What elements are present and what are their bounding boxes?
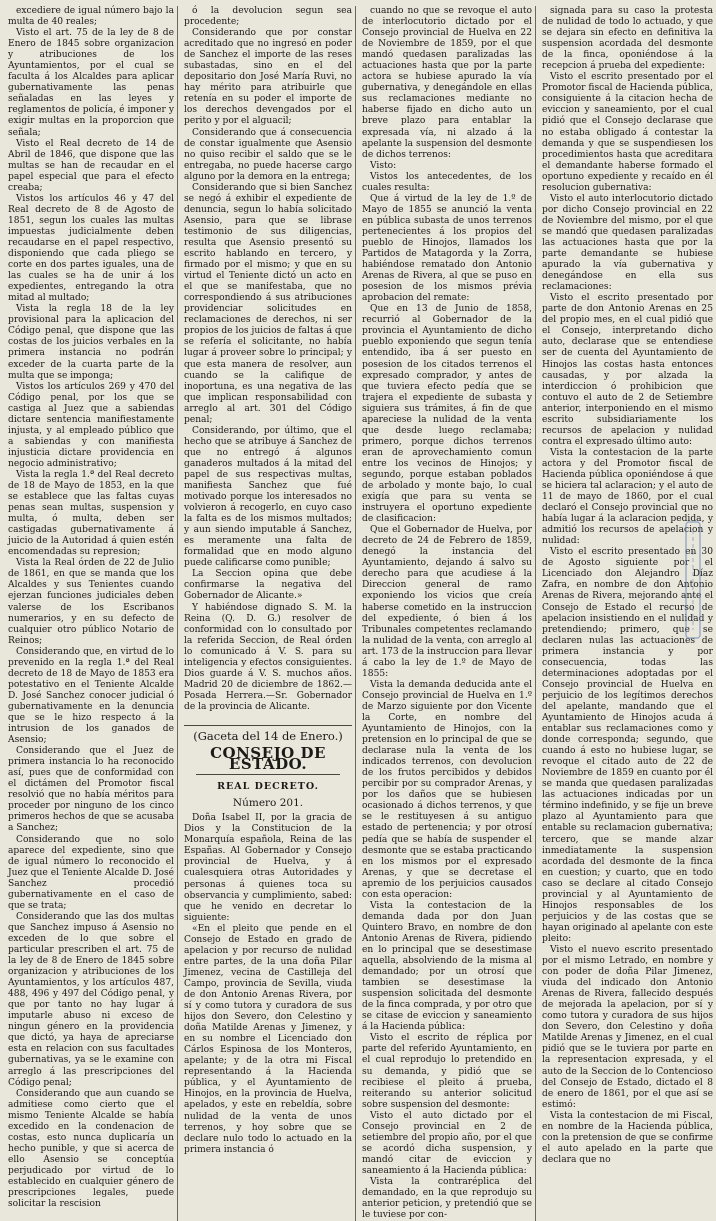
paragraph: Vista la Real órden de 22 de Julio de 1861, en que se manda que los Alcaldes y sus Tenientes cuando ejerzan funciones judiciales deben valerse de los Escribanos numerarios, y en su defecto de cualquier otro público Notario de Reinos; [8, 558, 174, 646]
column-1 [8, 6, 178, 1221]
paragraph: Visto el escrito presentado por el Promotor fiscal de Hacienda pública, consiguiente á la citacion hecha de eviccion y saneamiento, por el cual pidió que el Consejo declarase que no estaba obligado á contestar la demanda y que se suspendiesen los procedimientos hasta que acreditara el demandante haberse formado el oportuno expediente y recaído en él resolucion gubernativa: [542, 72, 713, 193]
paragraph: Considerando que el Juez de primera instancia lo ha reconocido así, pues que de conformidad con el dictámen del Promotor fiscal resolvió que no había méritos para proceder por ninguno de los cinco primeros hechos de que se acusaba a Sanchez; [8, 746, 174, 834]
paragraph: excediere de igual número bajo la multa de 40 reales; [8, 6, 174, 28]
paragraph: Vista la regla 18 de la ley provisional para la aplicacion del Código penal, que dispone que las costas de los juicios verbales en la primera instancia no podrán exceder de la cuarta parte de la multa que se imponga; [8, 304, 174, 381]
gazette-date: (Gaceta del 14 de Enero.) [184, 725, 352, 742]
column-2 [184, 6, 356, 1221]
paragraph: Vista la demanda deducida ante el Consejo provincial de Huelva en 1.º de Marzo siguiente por don Vicente la Corte, en nombre del Ayuntamiento de Hinojos, con la pretension en lo principal de que se declarase nula la venta de los indicados terrenos, con devolucion de los frutos percibidos y debidos percibir por su comprador Arenas, y por los daños que se hubiesen ocasionado á dichos terrenos, y que se le restituyesen á su antiguo estado de pertenencia; y por otrosí pedía que se había de suspender el desmonte que se estaba practicando en los mismos por el expresado Arenas, y que se decretase el apremio de los perjuicios causados con esta operacion: [362, 679, 532, 900]
paragraph: Visto el art. 75 de la ley de 8 de Enero de 1845 sobre organizacion y atribuciones de los Ayuntamientos, por el cual se faculta á los Alcaldes para aplicar gubernativamente las penas señaladas en las leyes y reglamentos de policía, é imponer y exigir multas en la proporcion que señala; [8, 28, 174, 138]
paragraph: Doña Isabel II, por la gracia de Dios y la Constitucion de la Monarquía española, Reina de las Españas. Al Gobernador y Consejo provincial de Huelva, y á cualesquiera otras Autoridades y personas á quienes toca su observancia y cumplimiento, sabed: que he venido en decretar lo siguiente: [184, 813, 352, 923]
paragraph: «En el pleito que pende en el Consejo de Estado en grado de apelacion y por recurso de nulidad entre partes, de la una doña Pilar Jimenez, vecina de Castilleja del Campo, provincia de Sevilla, viuda de don Antonio Arenas Rivera, por sí y como tutora y curadora de sus hijos don Severo, don Celestino y doña Matilde Arenas y Jimenez, y en su nombre el Licenciado don Cárlos Espinosa de los Monteros, apelante; y de la otra mi Fiscal representando á la Hacienda pública, y el Ayuntamiento de Hinojos, en la provincia de Huelva, apelados, y este en rebeldía, sobre nulidad de la venta de unos terrenos, y hoy sobre que se declare nulo todo lo actuado en la primera instancia ó [184, 923, 352, 1155]
paragraph: La Seccion opina que debe confirmarse la negativa del Gobernador de Alicante.» [184, 569, 352, 602]
paragraph: Visto el escrito de réplica por parte del referido Ayuntamiento, en el cual reprodujo lo pretendido en su demanda, y pidió que se recibiese el pleito á prueba, reiterando su anterior solicitud sobre suspension del desmonte: [362, 1033, 532, 1110]
paragraph: Visto el escrito presentado en 30 de Agosto siguiente por el Licenciado don Alejandro Díaz Zafra, en nombre de don Antonio Arenas de Rivera, mejorando ante el Consejo de Estado el recurso de apelacion insistiendo en el nulidad y pretendiendo; primero, que se declaren nulas las actuaciones de primera instancia y por consecuencia, todas las determinaciones adoptadas por el Consejo provincial de Huelva en perjuicio de los legítimos derechos del apelante, mandando que el Ayuntamiento de Hinojos acuda á entablar sus reclamaciones como y donde corresponda; segundo, que cuando á esto no hubiese lugar, se revoque el citado auto de 22 de Noviembre de 1859 en cuanto por él se manda que quedasen paralizadas las actuaciones indicadas por un término indefinido, y se fije un breve plazo al Ayuntamiento para que entable su reclamacion gubernativa; tercero, que se mande alzar inmediatamente la suspension acordada del desmonte de la finca en cuestion; y cuarto, que en todo caso se declare al citado Consejo provincial y al Ayuntamiento de Hinojos responsables de los perjuicios y de las costas que se hayan originado al apelante con este pleito: [542, 547, 713, 944]
paragraph: Considerando que, en virtud de lo prevenido en la regla 1.ª del Real decreto de 18 de Mayo de 1853 era potestativo en el Teniente Alcalde D. José Sanchez conocer judicial ó gubernativamente en la denuncia que se le hizo respecto á la intrusion de los ganados de Asensio; [8, 646, 174, 746]
divider [196, 774, 340, 775]
paragraph: Visto el Real decreto de 14 de Abril de 1846, que dispone que las multas se han de recaudar en el papel especial que para el efecto creaba; [8, 138, 174, 193]
paragraph: Que á virtud de la ley de 1.º de Mayo de 1855 se anunció la venta en pública subasta de unos terrenos pertenecientes á los propios del pueblo de Hinojos, llamados los Partidos de Matagorda y la Zorra, habiéndose rematado don Antonio Arenas de Rivera, al que se puso en posesion de los mismos prévia aprobacion del remate: [362, 193, 532, 304]
paragraph: Vista la contestacion de mi Fiscal, en nombre de la Hacienda pública, con la pretension de que se confirme el auto apelado en la parte que declara que no [542, 1110, 713, 1165]
paragraph: Considerando que si bien Sanchez se negó á exhibir el expediente de denuncia, segun lo había solicitado Asensio, para que se librase testimonio de sus diligencias, resulta que Asensio presentó su escrito hablando en tercero, y firmado por el mismo; y que en su virtud el Teniente dictó un acto en el que se manifestaba, que no correspondiendo á sus atribuciones providenciar solicitudes en reclamaciones de derechos, ni ser propios de los juicios de faltas á que se refería el solicitante, no había lugar á proveer sobre lo principal; y que esta manera de resolver, aun cuando se la califique de inoportuna, es una negativa de las que implican responsabilidad con arreglo al art. 301 del Código penal; [184, 182, 352, 425]
paragraph: cuando no que se revoque el auto de interlocutorio dictado por el Consejo provincial de Huelva en 22 de Noviembre de 1859, por el que mandó quedasen paralizadas las actuaciones hasta que por la parte actora se hubiese apurado la vía gubernativa, y denegándole en ellas sus reclamaciones mediante no haberse fijado en dicho auto un breve plazo para entablar la expresada vía, ni alzado á la apelante la suspension del desmonte de dichos terrenos: [362, 6, 532, 160]
paragraph: ó la devolucion segun sea procedente; [184, 6, 352, 28]
paragraph: Visto el nuevo escrito presentado por el mismo Letrado, en nombre y con poder de doña Pilar Jimenez, viuda del indicado don Antonio Arenas de Rivera, fallecido después de mejorada la apelacion, por sí y como tutora y curadora de sus hijos don Severo, don Celestino y doña Matilde Arenas y Jimenez, en el cual pidió que se le tuviera por parte en la representacion expresada, y el auto de la Seccion de lo Contencioso del Consejo de Estado, dictado el 8 de enero de 1861, por el que así se estimó: [542, 944, 713, 1110]
paragraph: Que el Gobernador de Huelva, por decreto de 24 de Febrero de 1859, denegó la instancia del Ayuntamiento, dejando á salvo su derecho para que acudiese á la Direccion general de ramo exponiendo los vicios que creía haberse cometido en la instruccion del expediente, ó bien á los Tribunales competentes reclamando la nulidad de la venta, con arreglo al art. 173 de la instruccion para llevar á cabo la ley de 1.º de Mayo de 1855: [362, 525, 532, 679]
paragraph: Considerando que por constar acreditado que no ingresó en poder de Sanchez el importe de las reses subastadas, sino en el del depositario don José María Ruvi, no hay mérito para atribuirle que retenía en su poder el importe de los derechos devengados por el perito y por el alguacil; [184, 28, 352, 127]
paragraph: signada para su caso la protesta de nulidad de todo lo actuado, y que se dejara sin efecto en definitiva la suspension acordada del desmonte de la finca, oponiéndose á la recepcion á prueba del expediente: [542, 6, 713, 72]
council-title: CONSEJO DE ESTADO. [210, 744, 326, 774]
paragraph: Vista la contraréplica del demandado, en la que reprodujo su anterior peticion, y pretendió que se le tuviese por con- [362, 1176, 532, 1221]
paragraph: Vistos los artículos 46 y 47 del Real decreto de 8 de Agosto de 1851, segun los cuales las multas impuestas judicialmente deben recaudarse en el papel respectivo, disponiendo que cada pliego se corte en dos partes iguales, una de las cuales se ha de unir á los expedientes, entregando la otra mitad al multado; [8, 193, 174, 304]
paragraph: Visto el auto interlocutorio dictado por dicho Consejo provincial en 22 de Noviembre del mismo, por el que se mandó que quedasen paralizadas las actuaciones hasta que por la parte demandante se hubiese apurado la vía gubernativa y denegándose en ella sus reclamaciones: [542, 193, 713, 293]
paragraph: Vistos los antecedentes, de los cuales resulta: [362, 171, 532, 193]
paragraph: Que en 13 de Junio de 1858, recurrió al Gobernador de la provincia el Ayuntamiento de dicho pueblo exponiendo que segun tenía entendido, iba á ser puesto en posesion de los citados terrenos el expresado comprador, y antes de que tuviera efecto pedía que se trajera el expediente de subasta y siguiera sus trámites, á fin de que apareciese la nulidad de la venta que desde luego reclamaba; primero, porque dichos terrenos eran de aprovechamiento comun entre los vecinos de Hinojos; y segundo, porque estaban poblados de arbolado y monte bajo, lo cual exigía que para su venta se instruyera el oportuno expediente de clasificacion: [362, 304, 532, 525]
paragraph: Considerando, por último, que el hecho que se atribuye á Sanchez de que no entregó á algunos ganaderos multados á la mitad del papel de sus respectivas multas, manifiesta Sanchez que fué motivado porque los interesados no volvieron á recogerlo, en cuyo caso la falta es de los mismos multados; y aun siendo imputable á Sanchez, es meramente una falta de formalidad que en modo alguno puede calificarse como punible; [184, 425, 352, 569]
paragraph: Visto: [370, 160, 397, 171]
paragraph: Considerando que las dos multas que Sanchez impuso á Asensio no exceden de lo que sobre el particular prescriben el art. 75 de la ley de 8 de Enero de 1845 sobre organizacion y atribuciones de los Ayuntamientos, y los artículos 487, 488, 496 y 497 del Código penal, y que por tanto no hay lugar á imputarle abuso ni exceso de ningun género en la providencia que dictó, ya haya de apreciarse esta en relacion con sus facultades gubernativas, ya se le examine con arreglo á las prescripciones del Código penal; [8, 911, 174, 1088]
decree-heading: REAL DECRETO. [217, 781, 319, 793]
paragraph: Considerando que á consecuencia de constar igualmente que Asensio no quiso recibir el saldo que se le entregaba, no puede hacerse cargo alguno por la demora en la entrega; [184, 127, 352, 182]
paragraph: Y habiéndose dignado S. M. la Reina (Q. D. G.) resolver de conformidad con lo consultado por la referida Seccion, de Real órden lo comunicado á V. S. para su inteligencia y efectos consiguientes. Dios guarde á V. S. muchos años. Madrid 20 de diciembre de 1862.—Posada Herrera.—Sr. Gobernador de la provincia de Alicante. [184, 602, 352, 712]
paragraph: Visto el auto dictado por el Consejo provincial en 2 de setiembre del propio año, por el que se acordó dicha suspension, y mandó citar de eviccion y saneamiento á la Hacienda pública: [362, 1110, 532, 1176]
column-4 [542, 6, 716, 1221]
paragraph: Considerando que aun cuando se admitiese como cierto que el mismo Teniente Alcalde se había excedido en la condenacion de costas, esto nunca duplicaría un hecho punible, y que si acerca de ello Asensio se conceptúa perjudicado por virtud de lo establecido en cualquier género de prescripciones legales, puede solicitar la rescision [8, 1088, 174, 1210]
paragraph: Vista la regla 1.ª del Real decreto de 18 de Mayo de 1853, en la que se establece que las faltas cuyas penas sean multas, suspension y multa, ó multa, deben ser castigadas gubernativamente á juicio de la Autoridad á quien estén encomendadas su represion; [8, 469, 174, 558]
column-3 [362, 6, 536, 1221]
paragraph: Vistos los artículos 269 y 470 del Código penal, por los que se castiga al Juez que a sabiendas dictare sentencia manifiestamente injusta, y al empleado público que a sabiendas y con manifiesta injusticia dictare providencia en negocio administrativo; [8, 381, 174, 469]
paragraph: Considerando que no solo aparece del expediente, sino que de igual número lo reconocido el Juez que el Teniente Alcalde D. José Sanchez procedió gubernativamente en el caso de que se trata; [8, 834, 174, 911]
decree-number: Número 201. [232, 797, 304, 810]
paragraph: Vista la contestacion de la demanda dada por don Juan Quintero Bravo, en nombre de don Antonio Arenas de Rivera, pidiendo en lo principal que se desestimase aquella, absolviendo de la misma al demandado; por un otrosí que tambien se desestimase la suspension solicitada del desmonte de la finca comprada, y por otro que se citase de eviccion y saneamiento á la Hacienda pública: [362, 900, 532, 1033]
paragraph: Vista la contestacion de la parte actora y del Promotor fiscal de Hacienda pública oponiéndose á que se hiciera tal aclaracion; y el auto de 11 de mayo de 1860, por el cual declaró el Consejo provincial que no había lugar á la aclaracion pedida, y admitió los recursos de apelacion y nulidad: [542, 447, 713, 547]
text-columns [8, 6, 713, 1221]
paragraph: Visto el escrito presentado por parte de don Antonio Arenas en 25 del propio mes, en el cual pidió que el Consejo, interpretando dicho auto, declarase que se entendiese ser de cuenta del Ayuntamiento de Hinojos las costas hasta entonces causadas, y por alzada la interdiccion ó prohibicion que contuvo el auto de 2 de Setiembre anterior, interponiendo en el mismo escrito subsidiariamente los recursos de apelacion y nulidad contra el expresado último auto: [542, 293, 713, 447]
